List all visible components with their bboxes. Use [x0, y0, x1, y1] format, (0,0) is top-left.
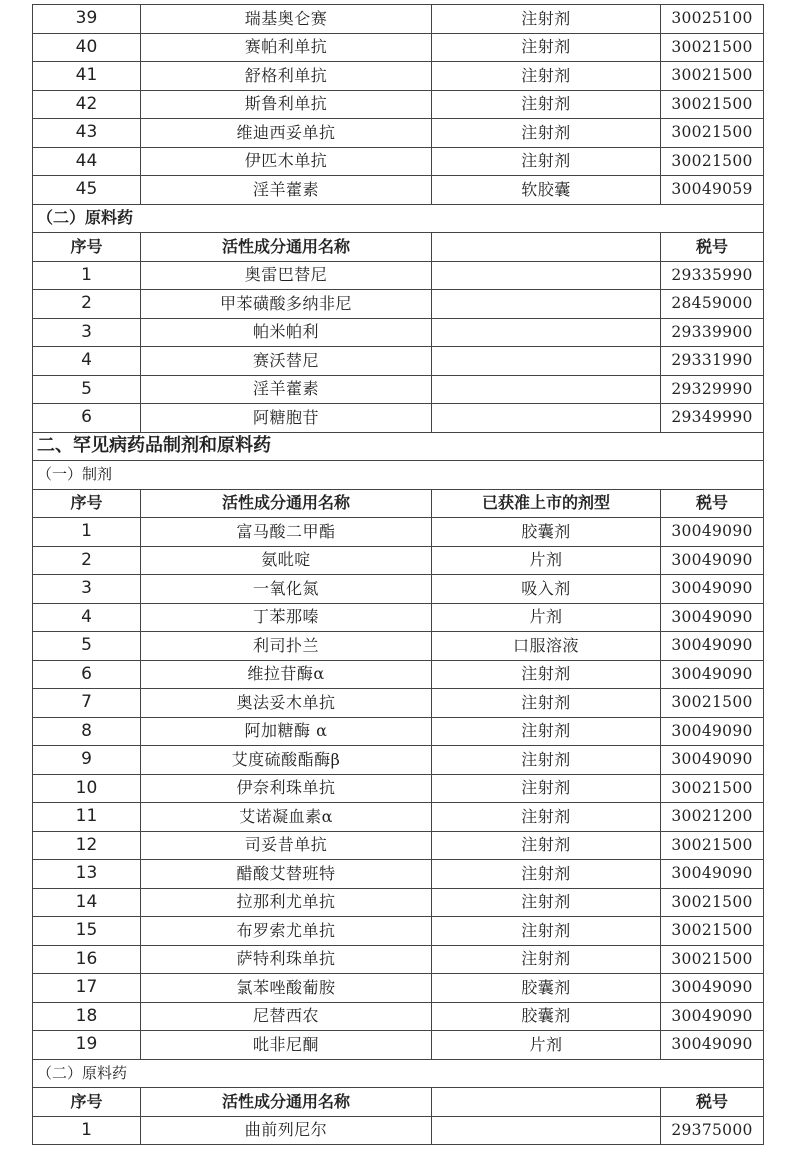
row-number: 19 [33, 1031, 141, 1060]
tariff-code: 30021500 [661, 689, 764, 718]
drug-name: 艾度硫酸酯酶β [141, 746, 432, 775]
drug-name: 拉那利尤单抗 [141, 888, 432, 917]
row-number: 1 [33, 518, 141, 547]
table-row [33, 33, 764, 62]
drug-name: 淫羊藿素 [141, 176, 432, 205]
drug-name: 帕米帕利 [141, 318, 432, 347]
header-no: 序号 [33, 489, 141, 518]
table-row [33, 290, 764, 319]
drug-name: 吡非尼酮 [141, 1031, 432, 1060]
dosage-form: 片剂 [432, 1031, 661, 1060]
empty-cell [432, 347, 661, 376]
drug-name: 奥法妥木单抗 [141, 689, 432, 718]
dosage-form: 注射剂 [432, 746, 661, 775]
table-row [33, 689, 764, 718]
dosage-form: 注射剂 [432, 660, 661, 689]
tariff-code: 30049090 [661, 575, 764, 604]
header-form: 已获准上市的剂型 [432, 489, 661, 518]
dosage-form: 注射剂 [432, 689, 661, 718]
row-number: 7 [33, 689, 141, 718]
row-number: 12 [33, 831, 141, 860]
table-row [33, 575, 764, 604]
table-row [33, 860, 764, 889]
row-number: 8 [33, 717, 141, 746]
tariff-code: 30049090 [661, 546, 764, 575]
section-two-title [33, 432, 764, 461]
dosage-form: 注射剂 [432, 62, 661, 91]
table-row [33, 318, 764, 347]
dosage-form: 胶囊剂 [432, 518, 661, 547]
section-two-raw-materials-header [33, 1088, 764, 1117]
dosage-form: 注射剂 [432, 831, 661, 860]
drug-name: 利司扑兰 [141, 632, 432, 661]
row-number: 10 [33, 774, 141, 803]
table-row [33, 603, 764, 632]
dosage-form: 口服溶液 [432, 632, 661, 661]
drug-name: 甲苯磺酸多纳非尼 [141, 290, 432, 319]
tariff-code: 29335990 [661, 261, 764, 290]
drug-name: 曲前列尼尔 [141, 1116, 432, 1145]
tariff-code: 30025100 [661, 5, 764, 34]
tariff-code: 30049090 [661, 632, 764, 661]
row-number: 16 [33, 945, 141, 974]
row-number: 5 [33, 632, 141, 661]
row-number: 17 [33, 974, 141, 1003]
row-number: 6 [33, 404, 141, 433]
drug-name: 赛帕利单抗 [141, 33, 432, 62]
table-row [33, 347, 764, 376]
drug-name: 伊奈利珠单抗 [141, 774, 432, 803]
row-number: 45 [33, 176, 141, 205]
empty-cell [432, 290, 661, 319]
tariff-code: 30049090 [661, 1031, 764, 1060]
dosage-form: 注射剂 [432, 147, 661, 176]
drug-name: 维拉苷酶α [141, 660, 432, 689]
row-number: 39 [33, 5, 141, 34]
header-no: 序号 [33, 233, 141, 262]
row-number: 13 [33, 860, 141, 889]
section-two-title-label: 二、罕见病药品制剂和原料药 [33, 432, 764, 461]
dosage-form: 注射剂 [432, 774, 661, 803]
table-row [33, 831, 764, 860]
table-row [33, 774, 764, 803]
tariff-code: 30021500 [661, 945, 764, 974]
tariff-code: 30021500 [661, 62, 764, 91]
section-one-raw-materials-title [33, 204, 764, 233]
row-number: 1 [33, 261, 141, 290]
tariff-code: 30021200 [661, 803, 764, 832]
drug-tariff-table-body [33, 5, 764, 1145]
table-row [33, 546, 764, 575]
drug-tariff-table [32, 4, 764, 1145]
dosage-form: 注射剂 [432, 803, 661, 832]
row-number: 42 [33, 90, 141, 119]
dosage-form: 片剂 [432, 546, 661, 575]
drug-name: 醋酸艾替班特 [141, 860, 432, 889]
table-row [33, 62, 764, 91]
table-row [33, 717, 764, 746]
header-name: 活性成分通用名称 [141, 489, 432, 518]
drug-name: 斯鲁利单抗 [141, 90, 432, 119]
table-row [33, 176, 764, 205]
drug-name: 伊匹木单抗 [141, 147, 432, 176]
empty-cell [432, 261, 661, 290]
row-number: 4 [33, 603, 141, 632]
drug-name: 阿加糖酶 α [141, 717, 432, 746]
row-number: 44 [33, 147, 141, 176]
empty-cell [432, 404, 661, 433]
tariff-code: 30049090 [661, 746, 764, 775]
header-form [432, 1088, 661, 1117]
drug-name: 淫羊藿素 [141, 375, 432, 404]
dosage-form: 胶囊剂 [432, 974, 661, 1003]
tariff-code: 30049090 [661, 603, 764, 632]
table-row [33, 1031, 764, 1060]
row-number: 2 [33, 290, 141, 319]
row-number: 14 [33, 888, 141, 917]
row-number: 43 [33, 119, 141, 148]
tariff-code: 30021500 [661, 33, 764, 62]
drug-name: 尼替西农 [141, 1002, 432, 1031]
section-two-preparations-title [33, 461, 764, 490]
tariff-code: 30021500 [661, 831, 764, 860]
tariff-code: 30021500 [661, 917, 764, 946]
row-number: 3 [33, 318, 141, 347]
tariff-code: 30049090 [661, 717, 764, 746]
table-row [33, 119, 764, 148]
section-two-raw-materials-title [33, 1059, 764, 1088]
table-row [33, 1002, 764, 1031]
table-row [33, 518, 764, 547]
drug-name: 丁苯那嗪 [141, 603, 432, 632]
row-number: 2 [33, 546, 141, 575]
section-two-raw-materials-title-label: （二）原料药 [33, 1059, 764, 1088]
row-number: 3 [33, 575, 141, 604]
header-name: 活性成分通用名称 [141, 1088, 432, 1117]
drug-name: 舒格利单抗 [141, 62, 432, 91]
tariff-code: 30021500 [661, 119, 764, 148]
dosage-form: 注射剂 [432, 119, 661, 148]
row-number: 11 [33, 803, 141, 832]
dosage-form: 注射剂 [432, 945, 661, 974]
header-no: 序号 [33, 1088, 141, 1117]
tariff-code: 29349990 [661, 404, 764, 433]
table-row [33, 803, 764, 832]
tariff-code: 30049090 [661, 1002, 764, 1031]
table-row [33, 945, 764, 974]
dosage-form: 吸入剂 [432, 575, 661, 604]
tariff-code: 30049090 [661, 660, 764, 689]
row-number: 5 [33, 375, 141, 404]
drug-name: 艾诺凝血素α [141, 803, 432, 832]
dosage-form: 注射剂 [432, 917, 661, 946]
table-row [33, 404, 764, 433]
row-number: 41 [33, 62, 141, 91]
table-row [33, 974, 764, 1003]
tariff-code: 30021500 [661, 90, 764, 119]
tariff-code: 30049090 [661, 974, 764, 1003]
drug-name: 氨吡啶 [141, 546, 432, 575]
drug-name: 奥雷巴替尼 [141, 261, 432, 290]
header-form [432, 233, 661, 262]
tariff-code: 28459000 [661, 290, 764, 319]
drug-name: 瑞基奥仑赛 [141, 5, 432, 34]
tariff-code: 30021500 [661, 774, 764, 803]
header-code: 税号 [661, 1088, 764, 1117]
dosage-form: 注射剂 [432, 860, 661, 889]
table-row [33, 261, 764, 290]
table-row [33, 746, 764, 775]
row-number: 6 [33, 660, 141, 689]
tariff-code: 30049090 [661, 860, 764, 889]
drug-name: 维迪西妥单抗 [141, 119, 432, 148]
dosage-form: 胶囊剂 [432, 1002, 661, 1031]
empty-cell [432, 318, 661, 347]
row-number: 4 [33, 347, 141, 376]
empty-cell [432, 1116, 661, 1145]
empty-cell [432, 375, 661, 404]
table-row [33, 660, 764, 689]
table-row [33, 888, 764, 917]
drug-name: 阿糖胞苷 [141, 404, 432, 433]
tariff-code: 30021500 [661, 147, 764, 176]
dosage-form: 注射剂 [432, 717, 661, 746]
tariff-code: 29329990 [661, 375, 764, 404]
drug-name: 布罗索尤单抗 [141, 917, 432, 946]
dosage-form: 片剂 [432, 603, 661, 632]
section-two-preparations-header [33, 489, 764, 518]
drug-name: 富马酸二甲酯 [141, 518, 432, 547]
tariff-code: 30021500 [661, 888, 764, 917]
drug-name: 司妥昔单抗 [141, 831, 432, 860]
table-row [33, 147, 764, 176]
row-number: 18 [33, 1002, 141, 1031]
section-one-raw-materials-header [33, 233, 764, 262]
section-two-preparations-title-label: （一）制剂 [33, 461, 764, 490]
tariff-code: 29331990 [661, 347, 764, 376]
drug-name: 氯苯唑酸葡胺 [141, 974, 432, 1003]
header-code: 税号 [661, 233, 764, 262]
table-row [33, 5, 764, 34]
table-row [33, 375, 764, 404]
row-number: 1 [33, 1116, 141, 1145]
dosage-form: 软胶囊 [432, 176, 661, 205]
row-number: 40 [33, 33, 141, 62]
table-row [33, 1116, 764, 1145]
section-one-raw-materials-title-label: （二）原料药 [33, 204, 764, 233]
table-row [33, 917, 764, 946]
table-row [33, 632, 764, 661]
dosage-form: 注射剂 [432, 5, 661, 34]
dosage-form: 注射剂 [432, 90, 661, 119]
row-number: 15 [33, 917, 141, 946]
tariff-code: 30049090 [661, 518, 764, 547]
tariff-code: 30049059 [661, 176, 764, 205]
dosage-form: 注射剂 [432, 33, 661, 62]
drug-name: 一氧化氮 [141, 575, 432, 604]
drug-name: 赛沃替尼 [141, 347, 432, 376]
table-row [33, 90, 764, 119]
header-code: 税号 [661, 489, 764, 518]
row-number: 9 [33, 746, 141, 775]
drug-name: 萨特利珠单抗 [141, 945, 432, 974]
tariff-code: 29339900 [661, 318, 764, 347]
header-name: 活性成分通用名称 [141, 233, 432, 262]
dosage-form: 注射剂 [432, 888, 661, 917]
tariff-code: 29375000 [661, 1116, 764, 1145]
